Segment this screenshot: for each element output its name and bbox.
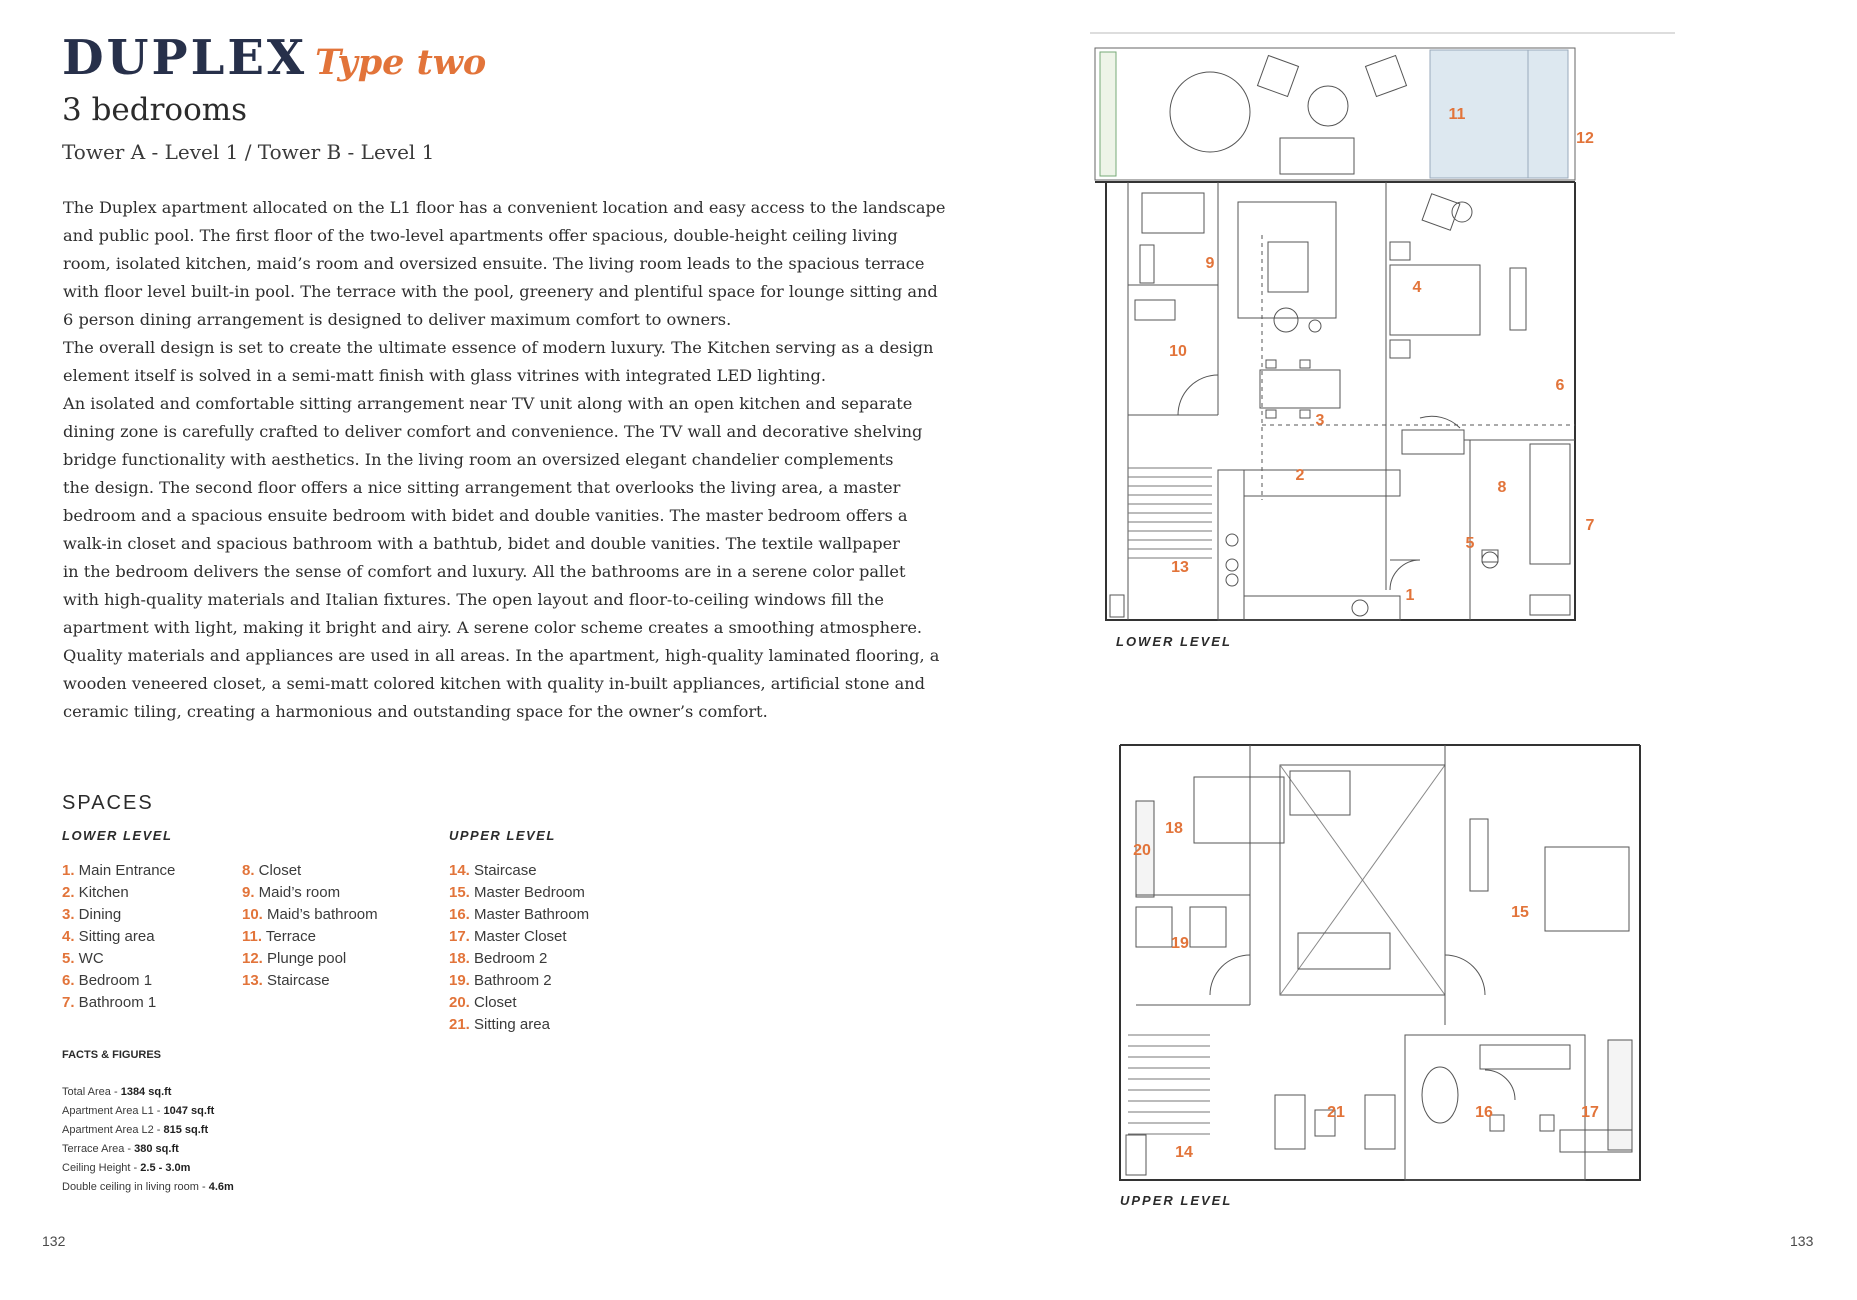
list-item: 14. Staircase	[449, 862, 537, 879]
room-label: 6	[1555, 377, 1565, 394]
spaces-upper-list	[449, 860, 589, 1036]
description	[63, 194, 946, 726]
fact-item: Apartment Area L1 - 1047 sq.ft	[62, 1105, 215, 1117]
description-line: ceramic tiling, creating a harmonious and outstanding space for the owner’s comfort.	[63, 702, 768, 721]
list-item: 7. Bathroom 1	[62, 994, 157, 1011]
description-line: element itself is solved in a semi-matt finish with glass vitrines with integrated LED lighting.	[63, 366, 827, 385]
fact-item: Total Area - 1384 sq.ft	[62, 1086, 172, 1098]
description-line: apartment with light, making it bright and airy. A serene color scheme creates a smoothing atmosphere.	[63, 618, 923, 637]
title-type: Type two	[315, 42, 487, 83]
list-item: 17. Master Closet	[449, 928, 567, 945]
room-label: 14	[1175, 1144, 1193, 1161]
list-item: 15. Master Bedroom	[449, 884, 585, 901]
room-label: 4	[1412, 279, 1422, 296]
spaces-lower-list-2	[242, 860, 378, 992]
room-label: 2	[1295, 467, 1305, 484]
fact-item: Double ceiling in living room - 4.6m	[62, 1181, 234, 1193]
title-main: DUPLEX	[62, 30, 308, 86]
description-line: bedroom and a spacious ensuite bedroom with bidet and double vanities. The master bedroom offers a	[63, 506, 908, 525]
location-line: Tower A - Level 1 / Tower B - Level 1	[62, 140, 435, 164]
list-item: 10. Maid’s bathroom	[242, 906, 378, 923]
fact-item: Apartment Area L2 - 815 sq.ft	[62, 1124, 209, 1136]
description-line: in the bedroom delivers the sense of comfort and luxury. All the bathrooms are in a serene color pallet	[63, 562, 906, 581]
room-label: 3	[1315, 412, 1325, 429]
room-label: 1	[1405, 587, 1415, 604]
description-line: bridge functionality with aesthetics. In the living room an oversized elegant chandelier complements	[63, 450, 894, 469]
room-label: 15	[1511, 904, 1529, 921]
spaces-heading: SPACES	[62, 792, 154, 814]
fact-item: Terrace Area - 380 sq.ft	[62, 1143, 179, 1155]
upper-level-caption: UPPER LEVEL	[1120, 1193, 1233, 1208]
description-line: room, isolated kitchen, maid’s room and oversized ensuite. The living room leads to the spacious terrace	[63, 254, 925, 273]
description-line: An isolated and comfortable sitting arrangement near TV unit along with an open kitchen and separate	[63, 394, 913, 413]
room-label: 16	[1475, 1104, 1493, 1121]
room-label: 19	[1171, 935, 1189, 952]
description-line: wooden veneered closet, a semi-matt colored kitchen with quality in-built appliances, artificial stone and	[63, 674, 926, 693]
room-label: 18	[1165, 820, 1183, 837]
description-line: dining zone is carefully crafted to deliver comfort and convenience. The TV wall and decorative shelving	[63, 422, 923, 441]
room-label: 9	[1205, 255, 1215, 272]
page-title	[62, 30, 486, 86]
list-item: 4. Sitting area	[62, 928, 155, 945]
description-line: Quality materials and appliances are used in all areas. In the apartment, high-quality laminated flooring, a	[63, 646, 940, 665]
list-item: 13. Staircase	[242, 972, 330, 989]
spaces-upper-heading: UPPER LEVEL	[449, 828, 556, 843]
room-label: 20	[1133, 842, 1151, 859]
list-item: 6. Bedroom 1	[62, 972, 153, 989]
description-line: walk-in closet and spacious bathroom with a bathtub, bidet and double vanities. The textile wallpaper	[63, 534, 900, 553]
list-item: 1. Main Entrance	[62, 862, 176, 879]
list-item: 8. Closet	[242, 862, 302, 879]
list-item: 3. Dining	[62, 906, 122, 923]
page-number-right: 133	[1790, 1233, 1814, 1249]
fact-item: Ceiling Height - 2.5 - 3.0m	[62, 1162, 191, 1174]
description-line: the design. The second floor offers a nice sitting arrangement that overlooks the living area, a master	[63, 478, 901, 497]
facts-heading: FACTS & FIGURES	[62, 1049, 162, 1061]
list-item: 18. Bedroom 2	[449, 950, 548, 967]
list-item: 12. Plunge pool	[242, 950, 347, 967]
room-label: 7	[1585, 517, 1595, 534]
room-label: 21	[1327, 1104, 1345, 1121]
room-label: 12	[1576, 130, 1594, 147]
lower-level-floor-plan	[1090, 30, 1680, 630]
list-item: 21. Sitting area	[449, 1016, 550, 1033]
description-line: The Duplex apartment allocated on the L1 floor has a convenient location and easy access to the landscape	[63, 198, 946, 217]
room-label: 11	[1448, 106, 1466, 123]
list-item: 2. Kitchen	[62, 884, 129, 901]
room-label: 10	[1169, 343, 1187, 360]
page-number-left: 132	[42, 1233, 66, 1249]
lower-level-caption: LOWER LEVEL	[1116, 634, 1232, 649]
room-label: 17	[1581, 1104, 1599, 1121]
room-label: 8	[1497, 479, 1507, 496]
list-item: 19. Bathroom 2	[449, 972, 552, 989]
room-label: 5	[1465, 535, 1475, 552]
description-line: The overall design is set to create the ultimate essence of modern luxury. The Kitchen serving as a design	[63, 338, 934, 357]
list-item: 16. Master Bathroom	[449, 906, 590, 923]
spaces-lower-list-1	[62, 860, 175, 1014]
subtitle: 3 bedrooms	[62, 92, 248, 128]
list-item: 5. WC	[62, 950, 104, 967]
description-line: with floor level built-in pool. The terrace with the pool, greenery and plentiful space for lounge sitting and	[63, 282, 938, 301]
room-label: 13	[1171, 559, 1189, 576]
description-line: and public pool. The first floor of the two-level apartments offer spacious, double-height ceiling living	[63, 226, 898, 245]
description-line: 6 person dining arrangement is designed to deliver maximum comfort to owners.	[63, 310, 732, 329]
list-item: 20. Closet	[449, 994, 517, 1011]
spaces-lower-heading: LOWER LEVEL	[62, 828, 173, 843]
upper-level-floor-plan	[1100, 735, 1660, 1205]
list-item: 9. Maid’s room	[242, 884, 341, 901]
list-item: 11. Terrace	[242, 928, 316, 945]
facts-list	[62, 1083, 234, 1197]
description-line: with high-quality materials and Italian fixtures. The open layout and floor-to-ceiling windows fill the	[63, 590, 884, 609]
